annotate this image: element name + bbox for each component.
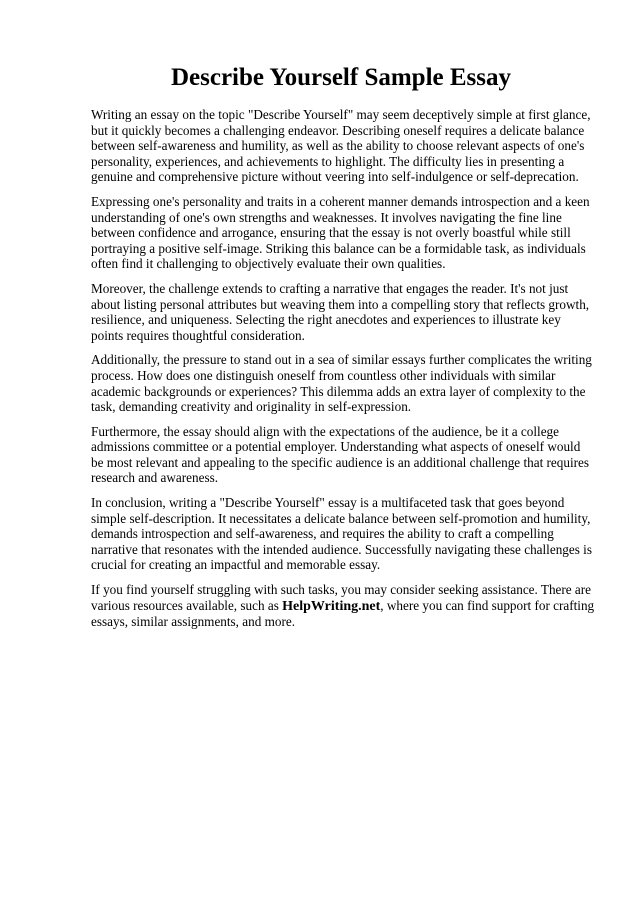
helpwriting-link[interactable]: HelpWriting.net: [282, 598, 381, 614]
paragraph-6: In conclusion, writing a "Describe Yourself" essay is a multifaceted task that goes beyond simple self-description. It necessitates a delicate balance between self-promotion and humility, demands introspection and self-awareness, and requires the ability to craft a compelling narrative that resonates with the intended audience. Successfully navigating these challenges is crucial for creating an impactful and memorable essay.: [91, 495, 592, 573]
paragraph-3: Moreover, the challenge extends to crafting a narrative that engages the reader. It's not just about listing personal attributes but weaving them into a compelling story that reflects growth, resilience, and uniqueness. Selecting the right anecdotes and experiences to illustrate key points requires thoughtful consideration.: [91, 280, 590, 343]
page-title: Describe Yourself Sample Essay: [170, 64, 512, 91]
paragraph-7: [91, 582, 596, 630]
paragraph-2: Expressing one's personality and traits in a coherent manner demands introspection and a keen understanding of one's own strengths and weaknesses. It involves navigating the fine line between confidence and arrogance, ensuring that the essay is not overly boastful while still portraying a positive self-image. Striking this balance can be a formidable task, as individuals often find it challenging to objectively evaluate their own qualities.: [91, 193, 590, 272]
paragraph-1: Writing an essay on the topic "Describe Yourself" may seem deceptively simple at first glance, but it quickly becomes a challenging endeavor. Describing oneself requires a delicate balance between self-awareness and humility, as well as the ability to choose relevant aspects of one's personality, experiences, and achievements to highlight. The difficulty lies in presenting a genuine and comprehensive picture without veering into self-indulgence or self-deprecation.: [91, 107, 591, 185]
paragraph-7-text-after: , where you can find support for crafting essays, similar assignments, and more.: [91, 597, 595, 630]
paragraph-4: Additionally, the pressure to stand out in a sea of similar essays further complicates the writing process. How does one distinguish oneself from countless other individuals with similar academic backgrounds or experiences? This dilemma adds an extra layer of complexity to the task, demanding creativity and originality in self-expression.: [91, 352, 592, 415]
paragraph-5: Furthermore, the essay should align with the expectations of the audience, be it a college admissions committee or a potential employer. Understanding what aspects of oneself would be most relevant and appealing to the specific audience is an additional challenge that requires research and awareness.: [91, 423, 590, 486]
paragraph-7-text-before: If you find yourself struggling with such tasks, you may consider seeking assistance. There are various resources available, such as: [91, 582, 592, 613]
essay-body: [91, 107, 596, 630]
